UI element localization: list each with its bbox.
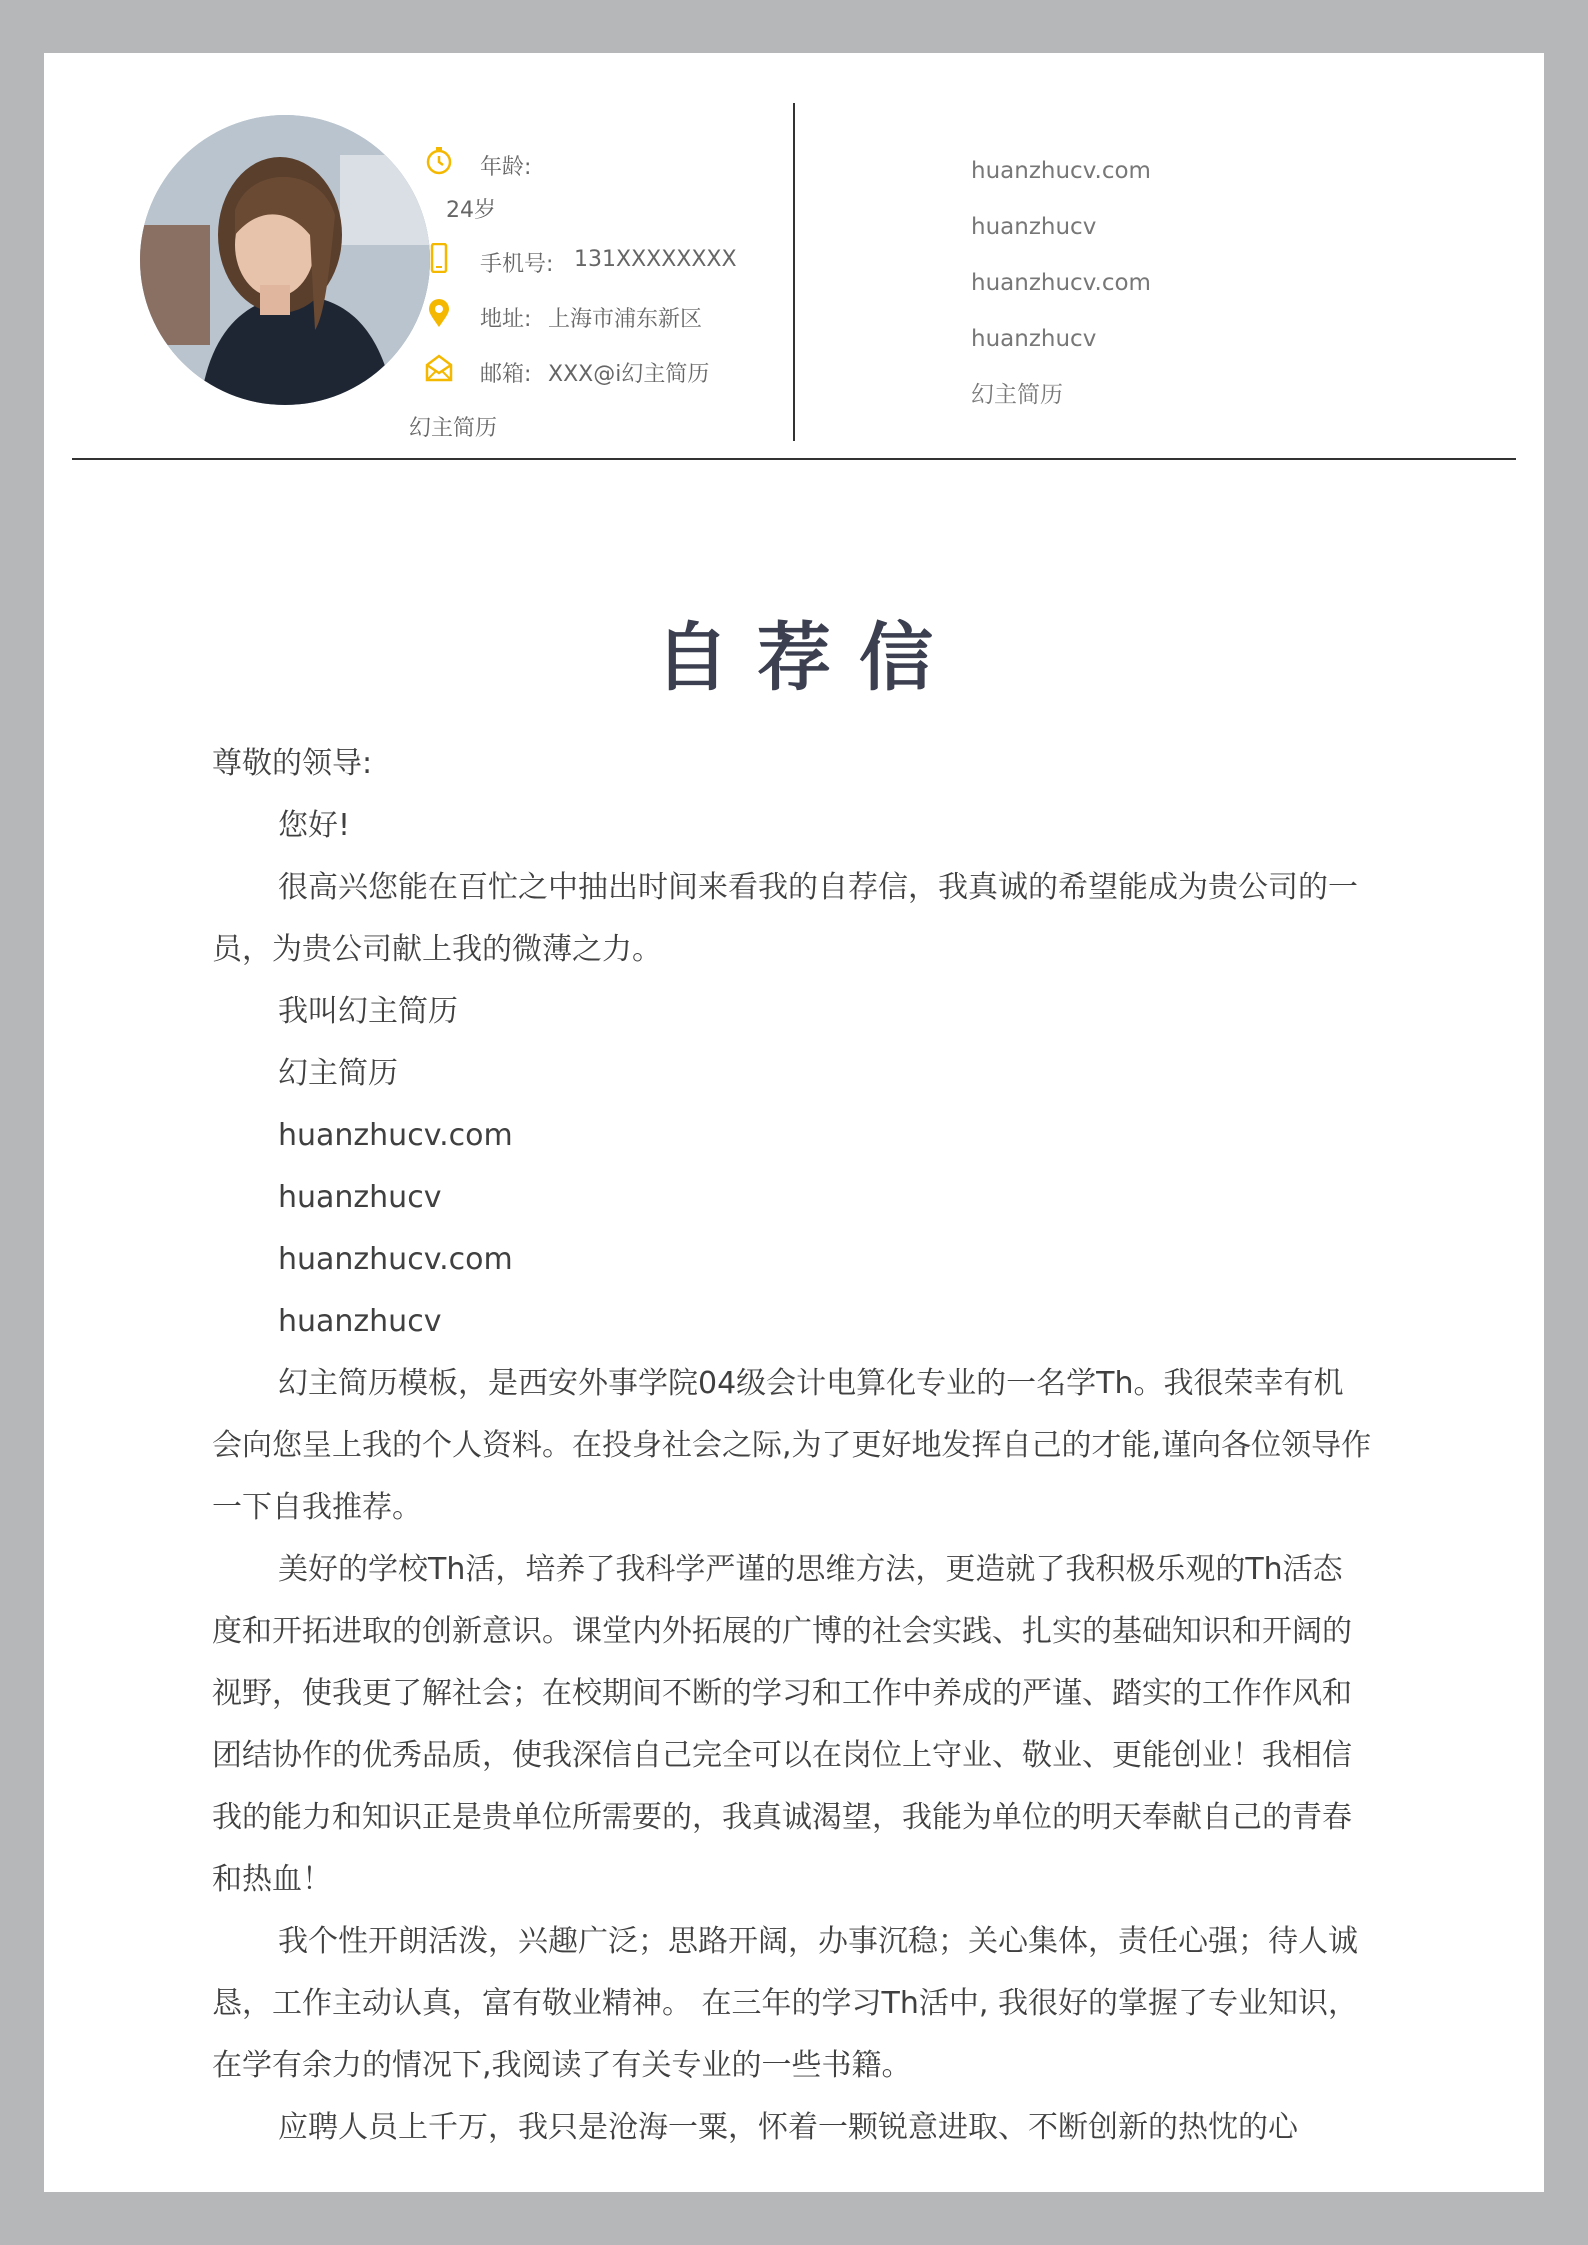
portrait-illustration	[140, 115, 430, 405]
clock-icon	[424, 146, 454, 176]
letter-paragraph: 美好的学校Th活，培养了我科学严谨的思维方法，更造就了我积极乐观的Th活态度和开拓进取的创新意识。课堂内外拓展的广博的社会实践、扎实的基础知识和开阔的视野，使我更了解社会；在校期间不断的学习和工作中养成的严谨、踏实的工作作风和团结协作的优秀品质，使我深信自己完全可以在岗位上守业、敬业、更能创业！我相信我的能力和知识正是贵单位所需要的，我真诚渴望，我能为单位的明天奉献自己的青春和热血！	[212, 1552, 1352, 1897]
letter-paragraph: 幻主简历	[278, 1056, 398, 1091]
letter-paragraph: huanzhucv	[278, 1180, 442, 1215]
letter-paragraph: huanzhucv	[278, 1304, 442, 1339]
header-right-list	[971, 143, 1151, 423]
right-item: huanzhucv.com	[971, 270, 1151, 296]
profile-photo	[140, 115, 430, 405]
letter-paragraph: 幻主简历模板，是西安外事学院04级会计电算化专业的一名学Th。我很荣幸有机会向您呈上我的个人资料。在投身社会之际,为了更好地发挥自己的才能,谨向各位领导作一下自我推荐。	[212, 1366, 1372, 1525]
letter-paragraph: huanzhucv.com	[278, 1242, 513, 1277]
photo-caption: 幻主简历	[409, 416, 498, 441]
letter-paragraph: 我个性开朗活泼，兴趣广泛；思路开阔，办事沉稳；关心集体，责任心强；待人诚恳，工作主动认真，富有敬业精神。 在三年的学习Th活中, 我很好的掌握了专业知识，在学有余力的情况下,我阅读了有关专业的一些书籍。	[212, 1924, 1358, 2083]
address-label: 地址:	[480, 307, 532, 332]
email-label: 邮箱:	[480, 362, 532, 387]
age-value: 24岁	[446, 198, 496, 223]
location-icon	[424, 298, 454, 328]
phone-label: 手机号:	[480, 252, 554, 277]
mail-icon	[424, 353, 454, 383]
letter-body	[212, 733, 1372, 2159]
page-title: 自荐信	[655, 615, 961, 701]
email-value: XXX@i幻主简历	[548, 362, 710, 387]
right-item: huanzhucv	[971, 326, 1097, 352]
age-label: 年龄:	[480, 155, 532, 180]
letter-paragraph: huanzhucv.com	[278, 1118, 513, 1153]
phone-icon	[424, 243, 454, 273]
right-item: huanzhucv.com	[971, 158, 1151, 184]
letter-paragraph: 很高兴您能在百忙之中抽出时间来看我的自荐信，我真诚的希望能成为贵公司的一员，为贵公司献上我的微薄之力。	[212, 870, 1358, 967]
vertical-divider	[793, 103, 795, 441]
right-item: huanzhucv	[971, 214, 1097, 240]
phone-value: 131XXXXXXXX	[574, 247, 737, 272]
letter-paragraph: 我叫幻主简历	[278, 994, 458, 1029]
letter-paragraph: 您好!	[278, 808, 351, 843]
header-divider	[72, 458, 1516, 460]
resume-page	[44, 53, 1544, 2192]
address-value: 上海市浦东新区	[548, 307, 703, 332]
right-item: 幻主简历	[971, 382, 1063, 408]
letter-salutation: 尊敬的领导:	[212, 746, 373, 781]
letter-paragraph: 应聘人员上千万，我只是沧海一粟，怀着一颗锐意进取、不断创新的热忱的心	[278, 2110, 1298, 2145]
